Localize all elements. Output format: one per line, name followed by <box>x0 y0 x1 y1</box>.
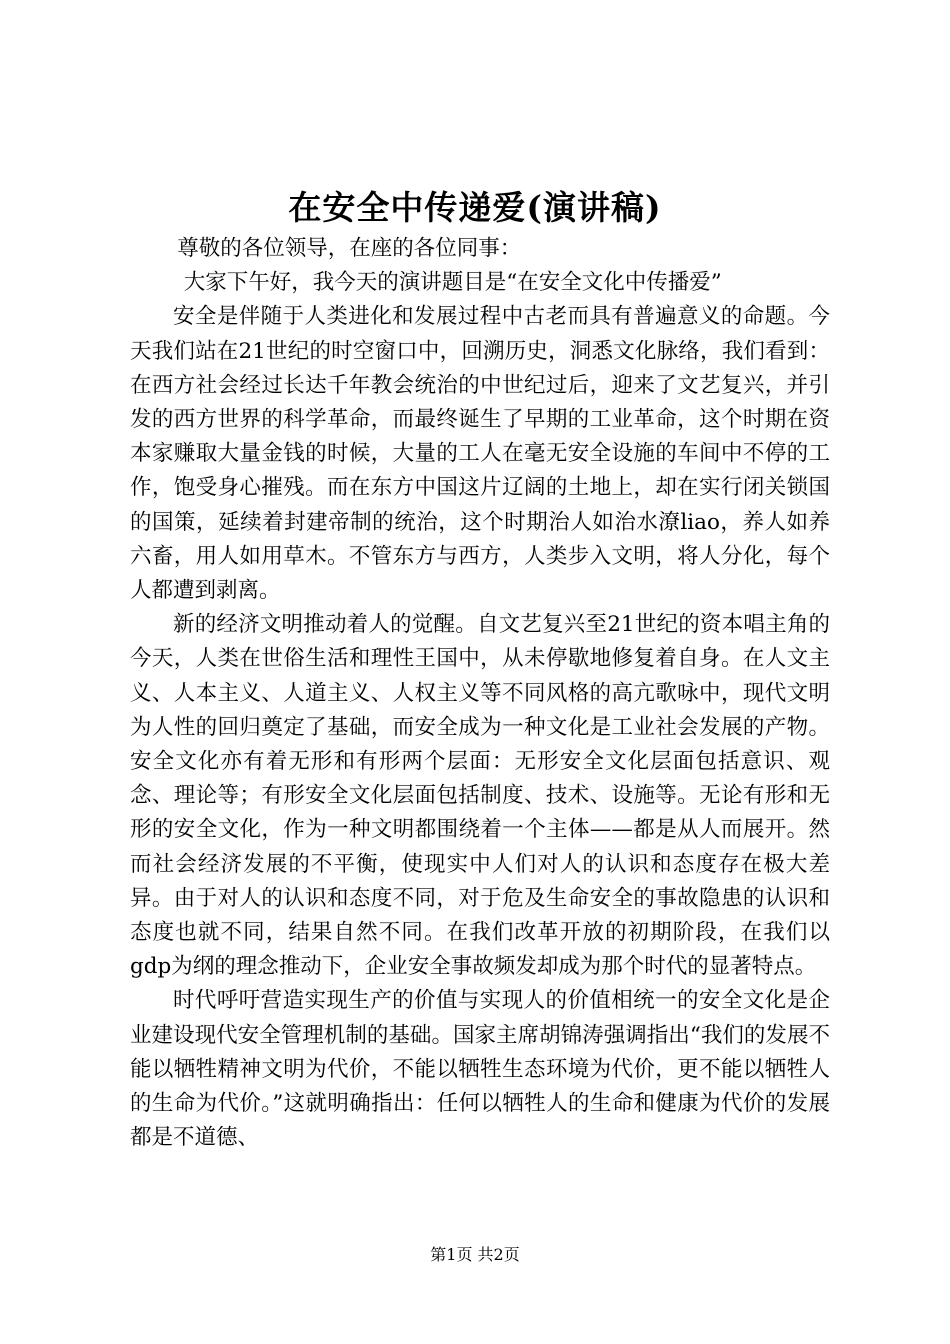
paragraph-greeting: 大家下午好，我今天的演讲题目是“在安全文化中传播爱” <box>183 270 722 296</box>
document-title: 在安全中传递爱(演讲稿) <box>288 188 662 227</box>
paragraph-salutation: 尊敬的各位领导，在座的各位同事： <box>177 236 522 261</box>
document-body <box>130 232 830 1155</box>
paragraph-history: 安全是伴随于人类进化和发展过程中古老而具有普遍意义的命题。今天我们站在21世纪的时空窗口中，回溯历史，洞悉文化脉络，我们看到：在西方社会经过长达千年教会统治的中世纪过后，迎来了文艺复兴，并引发的西方世界的科学革命，而最终诞生了早期的工业革命，这个时期在资本家赚取大量金钱的时候，大量的工人在毫无安全设施的车间中不停的工作，饱受身心摧残。而在东方中国这片辽阔的土地上，却在实行闭关锁国的国策，延续着封建帝制的统治，这个时期治人如治水潦liao，养人如养六畜，用人如用草木。不管东方与西方，人类步入文明，将人分化，每个人都遭到剥离。 <box>130 304 830 604</box>
paragraph-awakening: 新的经济文明推动着人的觉醒。自文艺复兴至21世纪的资本唱主角的今天，人类在世俗生活和理性王国中，从未停歇地修复着自身。在人文主义、人本主义、人道主义、人权主义等不同风格的高亢歌咏中，现代文明为人性的回归奠定了基础，而安全成为一种文化是工业社会发展的产物。安全文化亦有着无形和有形两个层面：无形安全文化层面包括意识、观念、理论等；有形安全文化层面包括制度、技术、设施等。无论有形和无形的安全文化，作为一种文明都围绕着一个主体——都是从人而展开。然而社会经济发展的不平衡，使现实中人们对人的认识和态度存在极大差异。由于对人的认识和态度不同，对于危及生命安全的事故隐患的认识和态度也就不同，结果自然不同。在我们改革开放的初期阶段，在我们以gdp为纲的理念推动下，企业安全事故频发却成为那个时代的显著特点。 <box>130 612 830 980</box>
paragraph-era: 时代呼吁营造实现生产的价值与实现人的价值相统一的安全文化是企业建设现代安全管理机制的基础。国家主席胡锦涛强调指出“我们的发展不能以牺牲精神文明为代价，不能以牺牲生态环境为代价，更不能以牺牲人的生命为代价。”这就明确指出：任何以牺牲人的生命和健康为代价的发展都是不道德、 <box>130 988 830 1151</box>
page-number: 第1页 共2页 <box>430 1245 520 1264</box>
